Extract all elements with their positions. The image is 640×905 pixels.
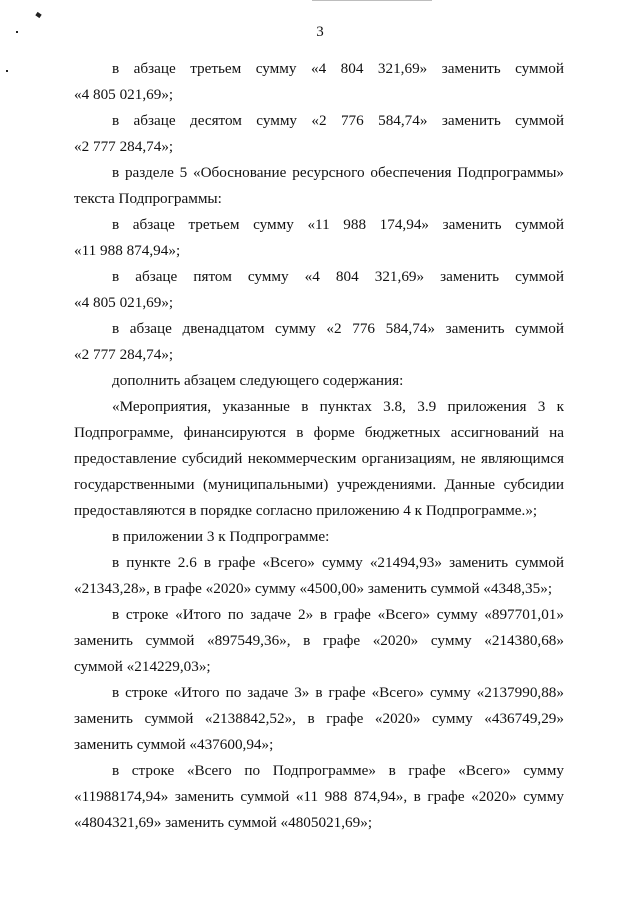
- paragraph: [74, 264, 564, 316]
- paragraph-line: предоставление субсидий некоммерческим организациям, не являющимся: [74, 450, 564, 467]
- paragraph-line: заменить суммой «2138842,52», в графе «2020» сумму «436749,29»: [74, 710, 564, 727]
- scan-mark: [6, 70, 8, 72]
- paragraph: [74, 108, 564, 160]
- paragraph-line: в абзаце пятом сумму «4 804 321,69» заменить суммой: [112, 268, 564, 285]
- paragraph-line: государственными (муниципальными) учреждениями. Данные субсидии: [74, 476, 564, 493]
- paragraph-line: в строке «Итого по задаче 2» в графе «Всего» сумму «897701,01»: [112, 606, 564, 623]
- paragraph-line: Подпрограмме, финансируются в форме бюджетных ассигнований на: [74, 424, 564, 441]
- paragraph-line: суммой «214229,03»;: [74, 658, 211, 675]
- paragraph-line: в строке «Итого по задаче 3» в графе «Всего» сумму «2137990,88»: [112, 684, 564, 701]
- paragraph-line: в строке «Всего по Подпрограмме» в графе «Всего» сумму: [112, 762, 564, 779]
- paragraph-line: в абзаце двенадцатом сумму «2 776 584,74» заменить суммой: [112, 320, 564, 337]
- paragraph-line: в абзаце десятом сумму «2 776 584,74» заменить суммой: [112, 112, 564, 129]
- paragraph-line: в разделе 5 «Обоснование ресурсного обеспечения Подпрограммы»: [112, 164, 564, 181]
- paragraph-line: в пункте 2.6 в графе «Всего» сумму «21494,93» заменить суммой: [112, 554, 564, 571]
- paragraph: [74, 602, 564, 680]
- paragraph-line: текста Подпрограммы:: [74, 190, 222, 207]
- document-body: [74, 54, 564, 836]
- paragraph-line: предоставляются в порядке согласно приложению 4 к Подпрограмме.»;: [74, 502, 538, 519]
- paragraph-line: в абзаце третьем сумму «11 988 174,94» заменить суммой: [112, 216, 564, 233]
- paragraph-line: «2 777 284,74»;: [74, 346, 174, 363]
- quoted-paragraph: [74, 394, 564, 524]
- paragraph-line: «11988174,94» заменить суммой «11 988 874,94», в графе «2020» сумму: [74, 788, 564, 805]
- paragraph: [74, 524, 564, 550]
- paragraph: [74, 160, 564, 212]
- paragraph-line: «4804321,69» заменить суммой «4805021,69»;: [74, 814, 373, 831]
- scan-edge-line: [312, 0, 432, 1]
- paragraph: [74, 758, 564, 836]
- paragraph-line: заменить суммой «897549,36», в графе «2020» сумму «214380,68»: [74, 632, 564, 649]
- paragraph: [74, 316, 564, 368]
- paragraph-line: «21343,28», в графе «2020» сумму «4500,00» заменить суммой «4348,35»;: [74, 580, 553, 597]
- paragraph-line: в приложении 3 к Подпрограмме:: [112, 528, 330, 545]
- paragraph-line: дополнить абзацем следующего содержания:: [112, 372, 404, 389]
- paragraph-line: «4 805 021,69»;: [74, 86, 174, 103]
- paragraph-line: «4 805 021,69»;: [74, 294, 174, 311]
- paragraph-line: «11 988 874,94»;: [74, 242, 181, 259]
- paragraph-line: «2 777 284,74»;: [74, 138, 174, 155]
- scan-mark: [35, 12, 41, 18]
- paragraph: [74, 56, 564, 108]
- paragraph: [74, 212, 564, 264]
- paragraph-line: в абзаце третьем сумму «4 804 321,69» заменить суммой: [112, 60, 564, 77]
- paragraph-line: «Мероприятия, указанные в пунктах 3.8, 3.9 приложения 3 к: [112, 398, 564, 415]
- page-number: 3: [316, 24, 324, 40]
- paragraph-line: заменить суммой «437600,94»;: [74, 736, 274, 753]
- paragraph: [74, 680, 564, 758]
- paragraph: [74, 368, 564, 394]
- paragraph: [74, 550, 564, 602]
